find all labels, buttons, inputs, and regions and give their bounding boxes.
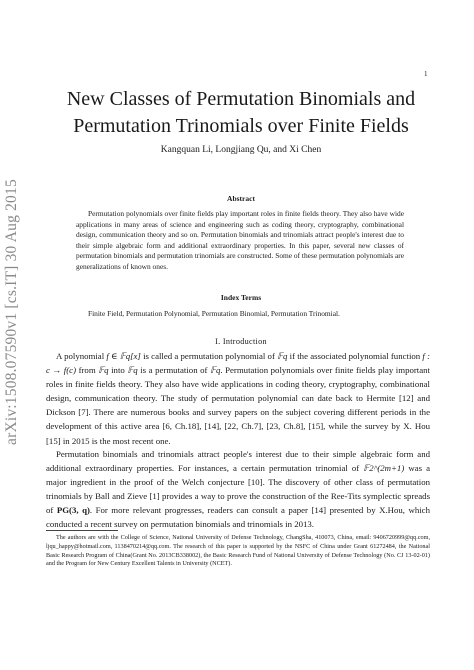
title-line-1: New Classes of Permutation Binomials and [66,88,416,110]
author-list: Kangquan Li, Longjiang Qu, and Xi Chen [160,145,322,155]
math-inline: 𝔽q [210,365,221,376]
math-inline: PG(3, q) [56,505,90,516]
abstract-heading: Abstract [227,194,255,203]
math-inline: 𝔽q [127,365,138,376]
math-inline: f ∈ 𝔽q[x] [106,351,141,361]
title-line-2: Permutation Trinomials over Finite Fields [73,115,409,137]
page-number: 1 [424,70,428,78]
arxiv-stamp: arXiv:1508.07590v1 [cs.IT] 30 Aug 2015 [3,179,20,445]
paragraph-2: Permutation binomials and trinomials attract people's interest due to their simple algebraic form and additional extraordinary properties. For instances, a certain permutation trinomial of 𝔽2^(2m+1) was a major ingredient in the proof of the Welch conjecture [10]. The discovery of other class of permutation trinomials by Ball and Zieve [1] provides a way to prove the construction of the Ree-Tits symplectic spreads of PG(3, q). For more relevant progresses, readers can consult a paper [14] presented by X.Hou, which conducted a recent survey on permutation binomials and trinomials in 2013. [46,449,431,530]
index-terms: Finite Field, Permutation Polynomial, Permutation Binomial, Permutation Trinomial. [88,309,340,318]
math-inline: 𝔽q [98,365,109,376]
math-inline: 𝔽2^(2m+1) [363,463,405,474]
section-title: I. Introduction [215,337,267,346]
footnote: The authors are with the College of Science, National University of Defense Technology, ChangSha, 410073, China, email: 9406720999@qq.com, ljqu_happy@hotmail.com, 1138470214@qq.com. The research of this paper is supported by the NSFC of China under Grant 61272484, the National Basic Research Program of China(Grant No. 2013CB338002), the Basic Research Fund of National University of Defense Technology (No. CJ 13-02-01) and the Program for New Century Excellent Talents in University (NCET). [46,534,430,568]
paper-title [40,86,442,140]
math-inline: 𝔽q [277,351,288,361]
footnote-rule [46,530,118,531]
math-inline: f : c → f(c) [46,351,430,376]
index-terms-heading: Index Terms [220,293,262,302]
paragraph-1: A polynomial f ∈ 𝔽q[x] is called a permutation polynomial of 𝔽q if the associated polynomial function f : c → f(c) from 𝔽q into 𝔽q is a permutation of 𝔽q. Permutation polynomials over finite fields play important roles in finite fields theory. They also have wide applications in coding theory, cryptography, combinational design, communication theory. The study of permutation polynomial can date back to Hermite [12] and Dickson [7]. There are numerous books and survey papers on the subject covering different periods in the development of this active area [6, Ch.18], [14], [22, Ch.7], [23, Ch.8], [15], while the survey by X. Hou [15] in 2015 is the most recent one. [46,351,430,446]
abstract-text: Permutation polynomials over finite fields play important roles in finite fields theory. They also have wide applications in many areas of science and engineering such as coding theory, cryptography, combinational design, communication theory and so on. Permutation binomials and trinomials attract people's interest due to their simple algebraic form and additional extraordinary properties. In this paper, several new classes of permutation binomials and permutation trinomials are constructed. Some of these permutation polynomials are generalizations of known ones. [76,209,404,271]
